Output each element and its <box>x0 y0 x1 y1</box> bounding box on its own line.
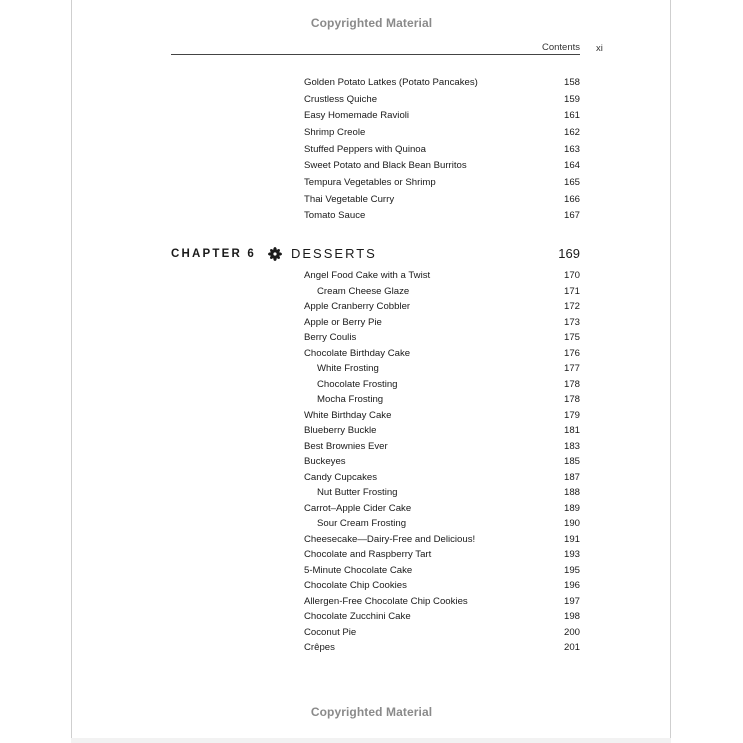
toc-subentry <box>317 378 580 392</box>
page-folio: xi <box>596 43 603 54</box>
toc-entry <box>304 193 580 207</box>
chapter-heading <box>171 245 580 263</box>
toc-entry-page: 181 <box>563 425 580 437</box>
toc-entry <box>304 109 580 123</box>
toc-entry-page: 197 <box>563 595 580 607</box>
toc-entry-page: 165 <box>563 176 580 188</box>
toc-entry-page: 183 <box>563 440 580 452</box>
toc-entry-title: Chocolate Chip Cookies <box>304 580 407 592</box>
toc-entry-title: Easy Homemade Ravioli <box>304 110 410 122</box>
toc-entry-title: White Frosting <box>317 363 379 375</box>
copyright-watermark-top: Copyrighted Material <box>310 16 433 30</box>
toc-subentry <box>317 517 580 531</box>
toc-subentry <box>317 486 580 500</box>
toc-entry-title: Sour Cream Frosting <box>317 518 407 530</box>
toc-entry-title: Best Brownies Ever <box>304 440 388 452</box>
toc-entry-title: Apple or Berry Pie <box>304 316 382 328</box>
toc-entry-title: Blueberry Buckle <box>304 425 377 437</box>
toc-entry-page: 166 <box>563 193 580 205</box>
toc-entry <box>304 533 580 547</box>
toc-entry-title: Tempura Vegetables or Shrimp <box>304 176 436 188</box>
toc-entry-page: 201 <box>563 642 580 654</box>
toc-entry <box>304 347 580 361</box>
toc-entry <box>304 93 580 107</box>
toc-entry <box>304 440 580 454</box>
toc-entry-title: Cream Cheese Glaze <box>317 285 410 297</box>
toc-entry <box>304 455 580 469</box>
toc-entry-title: Nut Butter Frosting <box>317 487 398 499</box>
toc-entry <box>304 610 580 624</box>
toc-entry-title: Thai Vegetable Curry <box>304 193 395 205</box>
toc-entry-page: 189 <box>563 502 580 514</box>
toc-entry <box>304 209 580 223</box>
chapter-page-number: 169 <box>558 246 580 261</box>
toc-entry-page: 190 <box>563 518 580 530</box>
toc-entry-page: 163 <box>563 143 580 155</box>
toc-entry-page: 187 <box>563 471 580 483</box>
toc-entry <box>304 579 580 593</box>
toc-entry-title: Sweet Potato and Black Bean Burritos <box>304 160 467 172</box>
toc-entry <box>304 316 580 330</box>
toc-entry-title: Cheesecake—Dairy-Free and Delicious! <box>304 533 476 545</box>
toc-entry-title: Chocolate Frosting <box>317 378 398 390</box>
toc-entry-title: Candy Cupcakes <box>304 471 378 483</box>
toc-entry <box>304 548 580 562</box>
toc-entry-title: Chocolate Zucchini Cake <box>304 611 411 623</box>
toc-entry-page: 177 <box>563 363 580 375</box>
toc-entry-title: Crustless Quiche <box>304 93 378 105</box>
flower-ornament-icon <box>268 247 282 261</box>
toc-entry-title: Golden Potato Latkes (Potato Pancakes) <box>304 77 478 88</box>
toc-entry <box>304 641 580 655</box>
toc-entry <box>304 409 580 423</box>
toc-entry <box>304 595 580 609</box>
toc-entry-page: 170 <box>563 270 580 281</box>
toc-entry-page: 179 <box>563 409 580 421</box>
toc-entry-title: Apple Cranberry Cobbler <box>304 301 411 313</box>
toc-entry-page: 195 <box>563 564 580 576</box>
toc-entry-page: 200 <box>563 626 580 638</box>
toc-entry-page: 196 <box>563 580 580 592</box>
chapter-label: CHAPTER 6 <box>171 248 256 260</box>
toc-entry-page: 178 <box>563 378 580 390</box>
toc-subentry <box>317 393 580 407</box>
toc-entry <box>304 143 580 157</box>
toc-entry-page: 167 <box>563 210 580 222</box>
copyright-watermark-bottom: Copyrighted Material <box>310 705 433 719</box>
toc-entry-page: 188 <box>563 487 580 499</box>
toc-entry-title: Mocha Frosting <box>317 394 384 406</box>
toc-entry-page: 161 <box>563 110 580 122</box>
toc-entry-page: 159 <box>563 93 580 105</box>
toc-entry <box>304 424 580 438</box>
toc-entry-title: Chocolate and Raspberry Tart <box>304 549 432 561</box>
toc-entry-title: Coconut Pie <box>304 626 357 638</box>
toc-entry-page: 158 <box>563 77 580 88</box>
toc-entry-title: Buckeyes <box>304 456 346 468</box>
toc-entry-page: 173 <box>563 316 580 328</box>
toc-entry-page: 172 <box>563 301 580 313</box>
toc-entry-title: Tomato Sauce <box>304 210 366 222</box>
toc-entry-title: Stuffed Peppers with Quinoa <box>304 143 426 155</box>
running-head-title: Contents <box>541 42 580 53</box>
toc-entry-title: White Birthday Cake <box>304 409 392 421</box>
toc-entry <box>304 331 580 345</box>
toc-entry <box>304 471 580 485</box>
toc-entry-page: 175 <box>563 332 580 344</box>
toc-entry-title: Carrot–Apple Cider Cake <box>304 502 412 514</box>
page-bottom-strip <box>71 738 671 743</box>
toc-entry-page: 198 <box>563 611 580 623</box>
toc-entry-page: 191 <box>563 533 580 545</box>
toc-entry <box>304 300 580 314</box>
toc-entry <box>304 126 580 140</box>
toc-entry-page: 185 <box>563 456 580 468</box>
toc-entry-title: Berry Coulis <box>304 332 357 344</box>
toc-entry <box>304 159 580 173</box>
toc-entry-page: 176 <box>563 347 580 359</box>
toc-entry-page: 162 <box>563 126 580 138</box>
toc-entry-page: 164 <box>563 160 580 172</box>
toc-entry <box>304 269 580 283</box>
toc-entry-title: Allergen-Free Chocolate Chip Cookies <box>304 595 468 607</box>
toc-entry <box>304 176 580 190</box>
chapter-title: DESSERTS <box>291 246 377 261</box>
toc-entry-title: 5-Minute Chocolate Cake <box>304 564 413 576</box>
toc-entry-title: Crêpes <box>304 642 335 654</box>
toc-entry <box>304 76 580 90</box>
toc-subentry <box>317 285 580 299</box>
toc-entry-title: Angel Food Cake with a Twist <box>304 270 431 281</box>
toc-entry-title: Chocolate Birthday Cake <box>304 347 411 359</box>
toc-entry-title: Shrimp Creole <box>304 126 366 138</box>
toc-entry <box>304 502 580 516</box>
toc-subentry <box>317 362 580 376</box>
toc-entry <box>304 626 580 640</box>
running-head <box>171 42 580 55</box>
toc-entry-page: 178 <box>563 394 580 406</box>
toc-entry-page: 171 <box>563 285 580 297</box>
toc-entry <box>304 564 580 578</box>
toc-entry-page: 193 <box>563 549 580 561</box>
